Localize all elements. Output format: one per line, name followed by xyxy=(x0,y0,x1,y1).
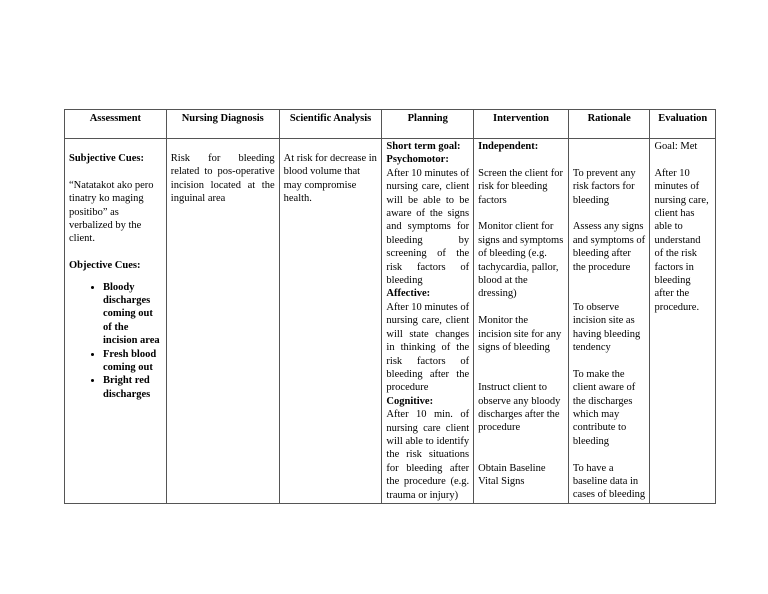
objective-cue-item: • Fresh blood coming out xyxy=(103,348,162,375)
header-evaluation: Evaluation xyxy=(650,110,716,139)
intervention-item: Monitor the incision site for any signs of bleeding xyxy=(478,315,562,354)
rationale-item: To make the client aware of the discharges which may contribute to bleeding xyxy=(572,368,636,447)
nursing-care-plan-table xyxy=(64,109,716,504)
subjective-cues-text: “Natatakot ako pero tinatry ko maging positibo” as verbalized by the client. xyxy=(69,179,154,245)
rationale-item: To prevent any risk factors for bleeding xyxy=(572,167,636,206)
analysis-cell xyxy=(279,139,382,504)
evaluation-cell xyxy=(650,139,716,504)
psychomotor-text: After 10 minutes of nursing care, client will be able to be aware of the signs and symptoms for bleeding by screening of the risk factors of bleeding xyxy=(386,167,470,287)
cognitive-label: Cognitive: xyxy=(386,395,434,407)
rationale-item: To have a baseline data in cases of bleeding xyxy=(572,462,646,501)
psychomotor-label: Psychomotor: xyxy=(386,154,449,166)
objective-cue-item: • Bright red discharges xyxy=(103,374,162,401)
analysis-text: At risk for decrease in blood volume that may compromise health. xyxy=(283,153,377,205)
diagnosis-cell xyxy=(166,139,279,504)
evaluation-text: After 10 minutes of nursing care, client has able to understand of the risk factors in bleeding after the procedure. xyxy=(654,167,709,313)
objective-cues-label: Objective Cues: xyxy=(69,260,141,272)
subjective-cues-label: Subjective Cues: xyxy=(69,153,144,164)
objective-cues-list xyxy=(69,281,162,402)
diagnosis-text: Risk for bleeding related to pos-operative incision located at the inguinal area xyxy=(170,153,275,205)
header-planning: Planning xyxy=(382,110,474,139)
independent-label: Independent: xyxy=(478,141,539,152)
rationale-cell xyxy=(568,139,650,504)
intervention-cell xyxy=(474,139,569,504)
assessment-cell xyxy=(65,139,167,504)
cognitive-text: After 10 min. of nursing care client will able to identify the risk situations for bleeding after the procedure (e.g. trauma or injury) xyxy=(386,409,470,501)
affective-label: Affective: xyxy=(386,288,431,300)
short-term-goal-label: Short term goal: xyxy=(386,141,461,152)
rationale-item: Assess any signs and symptoms of bleeding after the procedure xyxy=(572,221,646,273)
evaluation-goal: Goal: Met xyxy=(654,141,698,152)
header-scientific-analysis: Scientific Analysis xyxy=(279,110,382,139)
intervention-item: Obtain Baseline Vital Signs xyxy=(478,462,546,488)
rationale-item: To observe incision site as having bleeding tendency xyxy=(572,301,641,354)
content-row xyxy=(65,139,716,504)
intervention-item: Monitor client for signs and symptoms of bleeding (e.g. tachycardia, pallor, blood at the dressing) xyxy=(478,221,564,300)
header-rationale: Rationale xyxy=(568,110,650,139)
planning-cell xyxy=(382,139,474,504)
intervention-item: Instruct client to observe any bloody discharges after the procedure xyxy=(478,382,561,434)
header-nursing-diagnosis: Nursing Diagnosis xyxy=(166,110,279,139)
affective-text: After 10 minutes of nursing care, client will state changes in thinking of the risk factors of bleeding after the procedure xyxy=(386,301,470,394)
objective-cue-item: • Bloody discharges coming out of the incision area xyxy=(103,281,162,348)
intervention-item: Screen the client for risk for bleeding factors xyxy=(478,167,563,206)
header-row xyxy=(65,110,716,139)
header-assessment: Assessment xyxy=(65,110,167,139)
header-intervention: Intervention xyxy=(474,110,569,139)
